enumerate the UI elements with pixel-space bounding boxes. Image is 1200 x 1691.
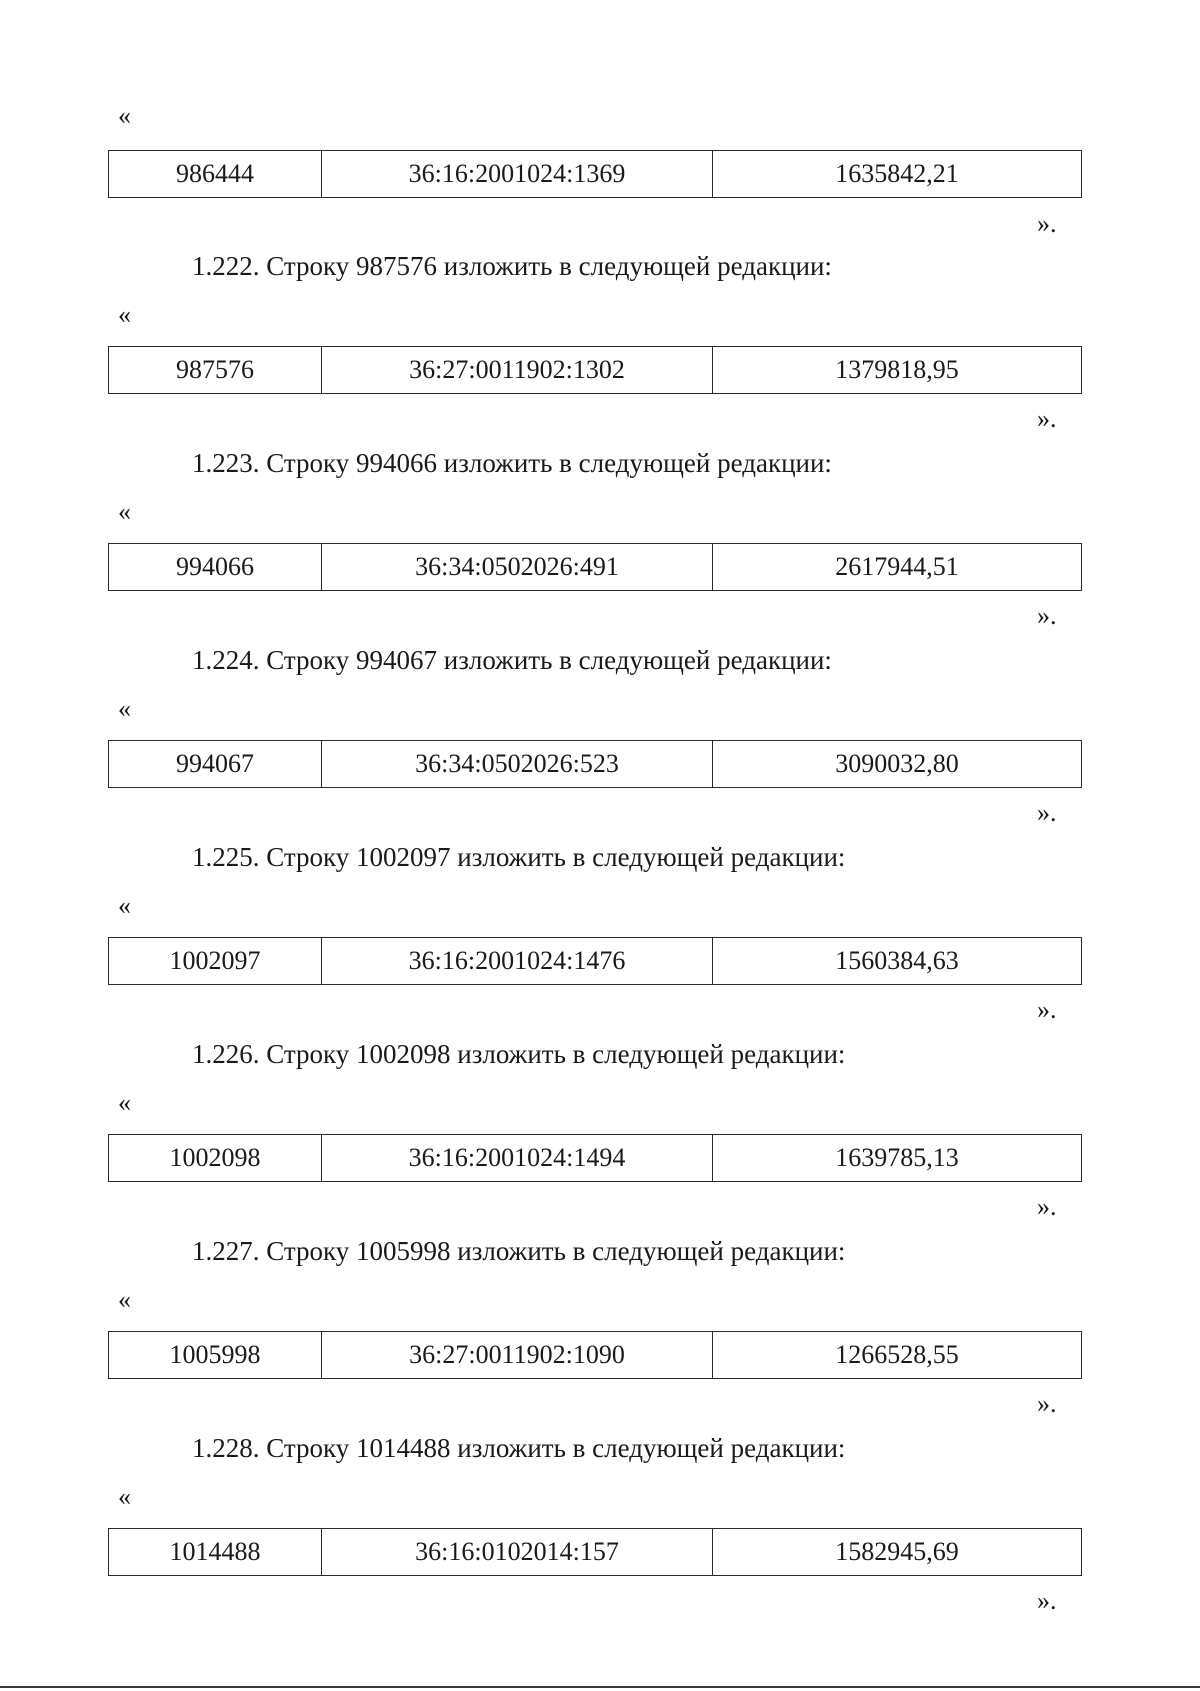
close-quote: ». — [1037, 1192, 1057, 1221]
section-heading: 1.225. Строку 1002097 изложить в следующей редакции: — [192, 842, 846, 872]
section-heading: 1.226. Строку 1002098 изложить в следующей редакции: — [192, 1039, 846, 1069]
close-quote: ». — [1037, 995, 1057, 1024]
value-cell: 1639785,13 — [713, 1135, 1082, 1182]
value-cell: 2617944,51 — [713, 544, 1082, 591]
section-heading: 1.224. Строку 994067 изложить в следующей редакции: — [192, 645, 832, 675]
table-row — [108, 150, 1082, 198]
cadastral-number-cell: 36:16:2001024:1494 — [322, 1135, 713, 1182]
section-heading: 1.223. Строку 994066 изложить в следующей редакции: — [192, 448, 832, 478]
close-quote: ». — [1037, 1586, 1057, 1615]
cadastral-number-cell: 36:34:0502026:523 — [322, 741, 713, 788]
open-quote: « — [118, 694, 131, 723]
close-quote: ». — [1037, 404, 1057, 433]
row-number-cell: 1014488 — [109, 1529, 322, 1576]
open-quote: « — [118, 300, 131, 329]
section-heading: 1.228. Строку 1014488 изложить в следующей редакции: — [192, 1433, 846, 1463]
table-row — [108, 543, 1082, 591]
row-number-cell: 1005998 — [109, 1332, 322, 1379]
page-bottom-rule — [0, 1686, 1200, 1688]
open-quote: « — [118, 1088, 131, 1117]
cadastral-number-cell: 36:27:0011902:1090 — [322, 1332, 713, 1379]
close-quote: ». — [1037, 1389, 1057, 1418]
table-row — [108, 1331, 1082, 1379]
row-number-cell: 987576 — [109, 347, 322, 394]
cadastral-number-cell: 36:34:0502026:491 — [322, 544, 713, 591]
row-number-cell: 1002098 — [109, 1135, 322, 1182]
open-quote: « — [118, 1482, 131, 1511]
value-cell: 1379818,95 — [713, 347, 1082, 394]
open-quote: « — [118, 497, 131, 526]
cadastral-number-cell: 36:16:2001024:1476 — [322, 938, 713, 985]
cadastral-number-cell: 36:16:2001024:1369 — [322, 151, 713, 198]
close-quote: ». — [1037, 209, 1057, 238]
value-cell: 1266528,55 — [713, 1332, 1082, 1379]
table-row — [108, 1528, 1082, 1576]
row-number-cell: 994066 — [109, 544, 322, 591]
open-quote: « — [118, 891, 131, 920]
close-quote: ». — [1037, 798, 1057, 827]
cadastral-number-cell: 36:16:0102014:157 — [322, 1529, 713, 1576]
row-number-cell: 994067 — [109, 741, 322, 788]
table-row — [108, 937, 1082, 985]
close-quote: ». — [1037, 601, 1057, 630]
row-number-cell: 986444 — [109, 151, 322, 198]
table-row — [108, 740, 1082, 788]
open-quote: « — [118, 1285, 131, 1314]
table-row — [108, 346, 1082, 394]
row-number-cell: 1002097 — [109, 938, 322, 985]
value-cell: 3090032,80 — [713, 741, 1082, 788]
open-quote: « — [118, 101, 131, 130]
value-cell: 1560384,63 — [713, 938, 1082, 985]
section-heading: 1.222. Строку 987576 изложить в следующей редакции: — [192, 251, 832, 281]
value-cell: 1635842,21 — [713, 151, 1082, 198]
value-cell: 1582945,69 — [713, 1529, 1082, 1576]
table-row — [108, 1134, 1082, 1182]
cadastral-number-cell: 36:27:0011902:1302 — [322, 347, 713, 394]
section-heading: 1.227. Строку 1005998 изложить в следующей редакции: — [192, 1236, 846, 1266]
